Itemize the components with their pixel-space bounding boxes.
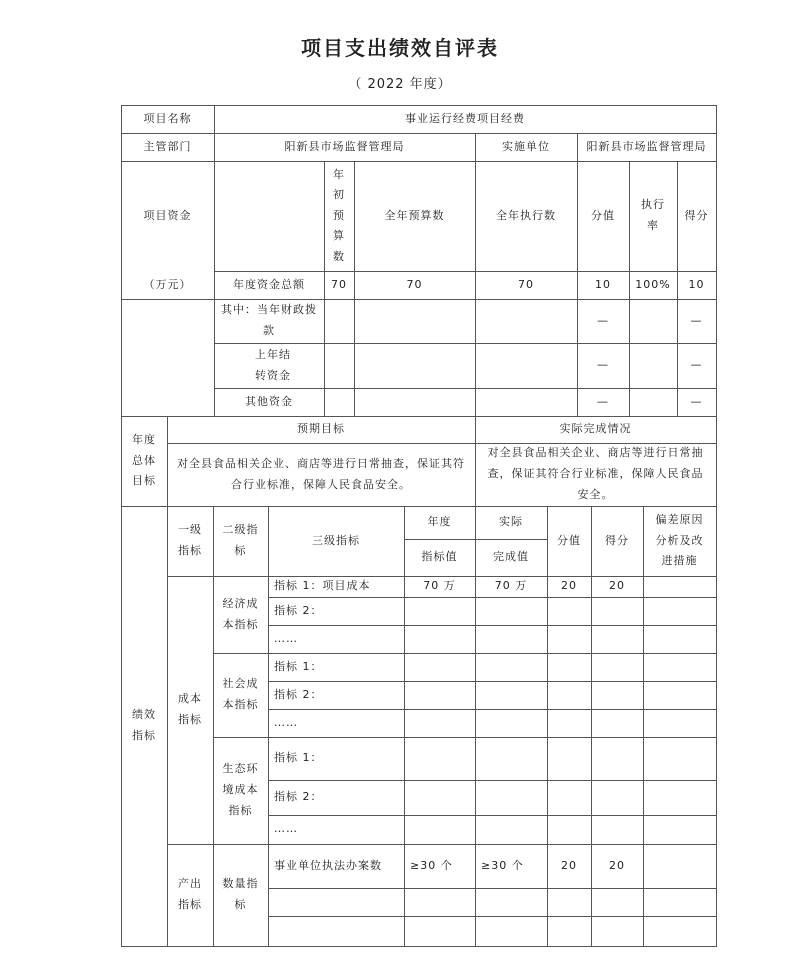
indicators-h-score: 得分 xyxy=(605,533,629,547)
indicator-score-value: 20 xyxy=(561,858,577,872)
goals-actual-text: 对全县食品相关企业、商店等进行日常抽查，保证其符合行业标准，保障人民食品安全。 xyxy=(487,446,704,501)
funds-row-label: 其中：当年财政拨款 xyxy=(221,303,317,337)
funds-row-score-value: 10 xyxy=(595,277,611,291)
indicator-l3: 指标 2： xyxy=(274,790,323,804)
funds-row-score: — xyxy=(690,313,703,327)
impl-label: 实施单位 xyxy=(502,139,550,153)
project-name-label: 项目名称 xyxy=(143,111,192,125)
funds-row-exec: 70 xyxy=(518,277,534,291)
funds-col-score-value: 分值 xyxy=(591,208,615,222)
dept-value: 阳新县市场监督管理局 xyxy=(284,139,405,153)
funds-row-score-value: — xyxy=(597,358,609,372)
indicators-h-actual-bottom: 完成值 xyxy=(493,550,529,564)
grid-vline xyxy=(716,105,717,947)
funds-label: 项目资金 xyxy=(143,208,192,222)
indicators-label: 绩效指标 xyxy=(132,708,156,742)
document-subtitle: （ 2022 年度） xyxy=(348,77,452,92)
indicator-score: 20 xyxy=(609,858,625,872)
funds-row-annual: 70 xyxy=(406,277,423,291)
funds-row-label: 其他资金 xyxy=(245,394,293,408)
goals-expected-text: 对全县食品相关企业、商店等进行日常抽查，保证其符合行业标准，保障人民食品安全。 xyxy=(177,456,465,491)
indicators-h-level3: 三级指标 xyxy=(312,533,360,547)
project-name-value: 事业运行经费项目经费 xyxy=(405,111,525,125)
grid-hline xyxy=(268,888,717,889)
indicators-h-score-value: 分值 xyxy=(557,533,581,547)
indicator-target: 70 万 xyxy=(423,579,456,593)
indicator-l3: 事业单位执法办案数 xyxy=(274,858,382,872)
indicator-actual: ≥30 个 xyxy=(481,858,524,872)
funds-row-score-value: — xyxy=(597,313,609,327)
indicators-output-label: 产出指标 xyxy=(178,877,202,911)
funds-row-score-value: — xyxy=(597,394,609,408)
funds-row-score: 10 xyxy=(688,277,705,291)
indicator-score-value: 20 xyxy=(561,579,577,593)
document-title: 项目支出绩效自评表 xyxy=(301,36,499,60)
goals-label: 年度总体目标 xyxy=(132,432,156,488)
indicator-l3: …… xyxy=(274,822,298,836)
indicators-group-name: 生态环境成本指标 xyxy=(222,762,259,817)
indicators-h-reason: 偏差原因分析及改进措施 xyxy=(655,512,704,568)
funds-col-rate: 执行率 xyxy=(641,198,665,232)
indicator-l3: 指标 1： xyxy=(274,659,323,673)
indicators-cost-label: 成本指标 xyxy=(178,692,202,726)
indicator-l3: 指标 1：项目成本 xyxy=(274,579,371,593)
goals-actual-label: 实际完成情况 xyxy=(559,422,632,436)
indicator-target: ≥30 个 xyxy=(410,858,453,872)
indicator-actual: 70 万 xyxy=(494,579,528,593)
indicator-l3: 指标 2： xyxy=(274,603,323,617)
funds-row-label: 上年结转资金 xyxy=(255,347,291,382)
funds-row-initial: 70 xyxy=(331,277,347,291)
impl-value: 阳新县市场监督管理局 xyxy=(586,139,707,153)
indicator-l3: …… xyxy=(274,631,298,645)
indicators-group-name: 社会成本指标 xyxy=(222,677,259,711)
indicator-score: 20 xyxy=(609,579,625,593)
goals-expected-label: 预期目标 xyxy=(297,422,345,436)
funds-col-exec: 全年执行数 xyxy=(496,208,556,222)
indicators-h-actual-top: 实际 xyxy=(499,515,523,529)
indicator-l3: 指标 2： xyxy=(274,687,323,701)
indicators-h-target-top: 年度 xyxy=(427,515,452,529)
indicators-h-level1: 一级指标 xyxy=(178,523,202,557)
funds-row-label: 年度资金总额 xyxy=(233,277,305,291)
funds-row-score: — xyxy=(690,358,703,372)
indicators-group-name: 经济成本指标 xyxy=(222,596,259,631)
indicators-h-target-bottom: 指标值 xyxy=(421,550,458,564)
dept-label: 主管部门 xyxy=(143,139,192,153)
indicator-l3: 指标 1： xyxy=(274,751,323,765)
funds-col-annual: 全年预算数 xyxy=(384,208,445,222)
indicator-l3: …… xyxy=(274,715,298,729)
grid-hline xyxy=(268,916,717,917)
funds-row-score: — xyxy=(690,394,703,408)
funds-col-initial: 年初预算数 xyxy=(333,168,345,263)
grid-hline xyxy=(121,946,717,947)
funds-unit: （万元） xyxy=(143,277,192,291)
funds-col-score: 得分 xyxy=(684,208,709,222)
indicators-group-name: 数量指标 xyxy=(222,877,259,911)
funds-row-rate: 100% xyxy=(635,277,671,291)
indicators-h-level2: 二级指标 xyxy=(222,523,259,557)
